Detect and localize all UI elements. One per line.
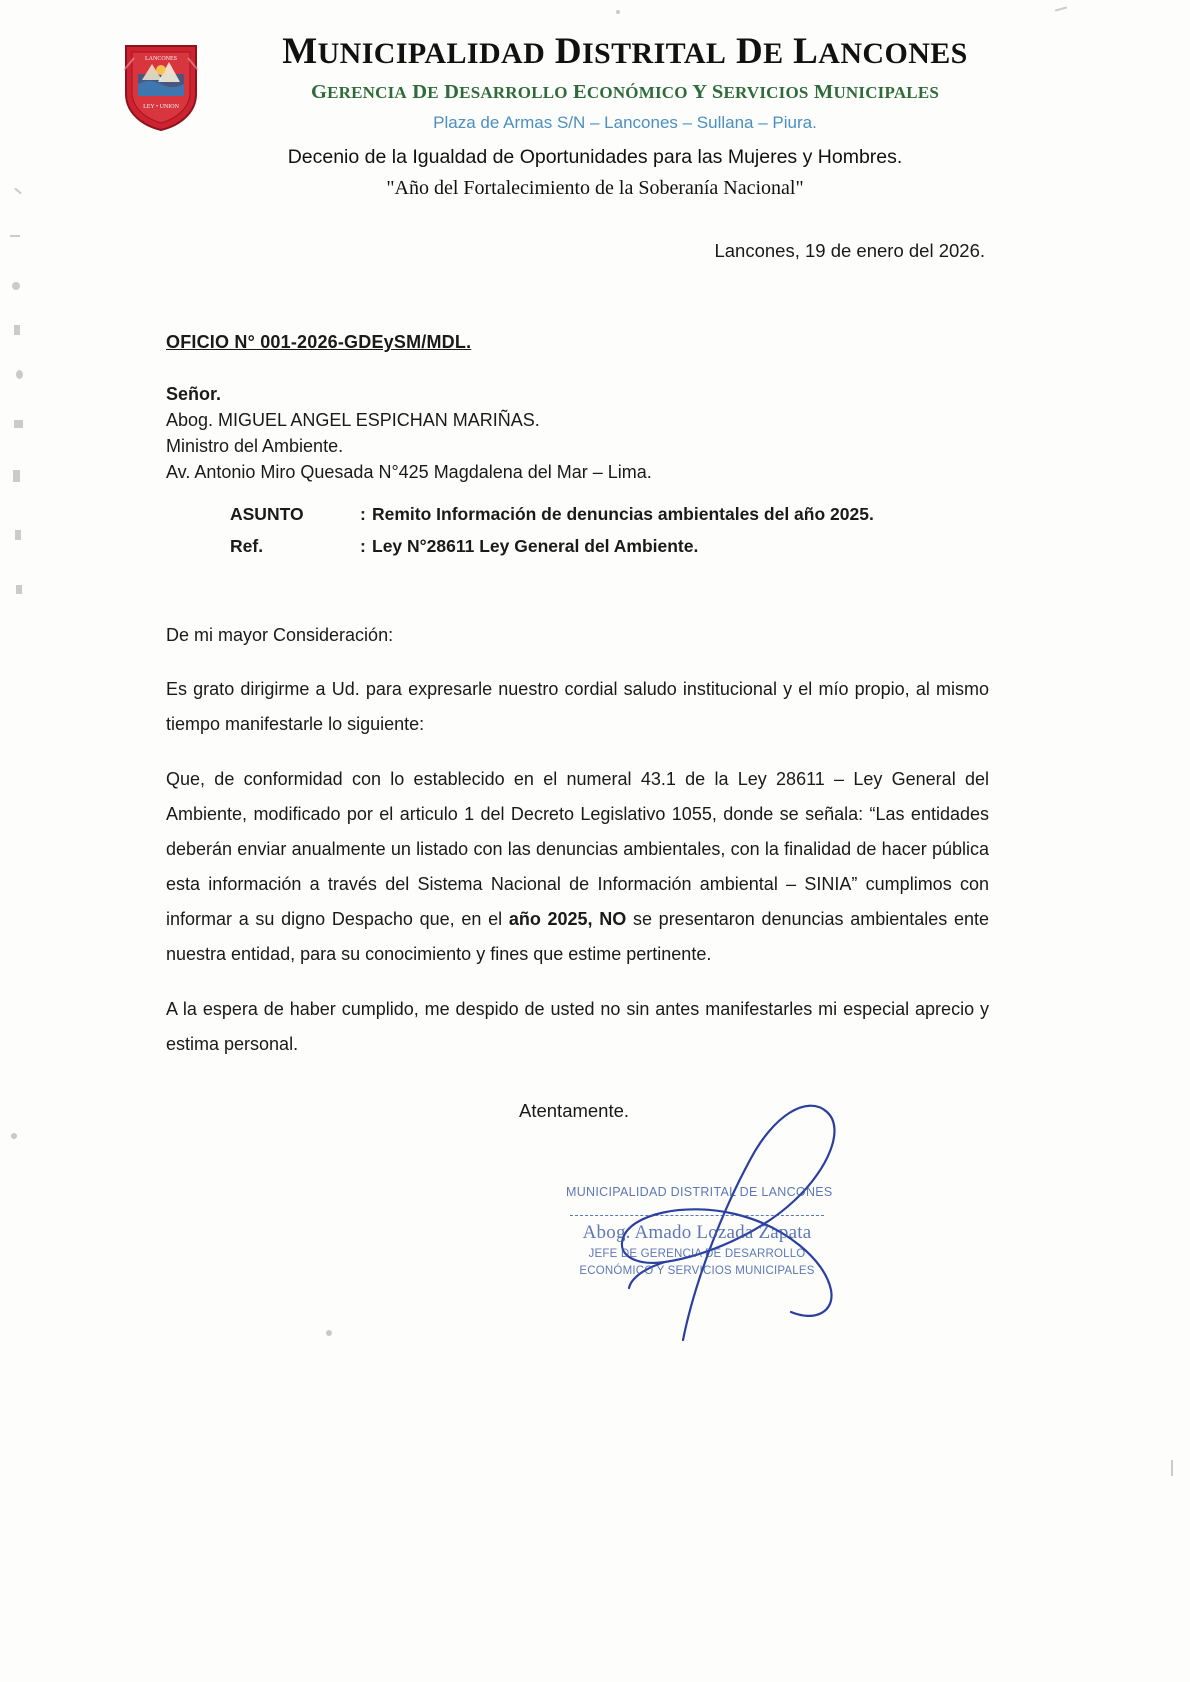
ref-row: [230, 530, 874, 562]
asunto-value: Remito Información de denuncias ambientales del año 2025.: [372, 504, 874, 524]
oficio-number: OFICIO N° 001-2026-GDEySM/MDL.: [166, 332, 472, 352]
official-stamp: [566, 1185, 833, 1278]
date-line: Lancones, 19 de enero del 2026.: [714, 240, 985, 261]
letter-body: [166, 672, 989, 1082]
decenio-slogan: Decenio de la Igualdad de Oportunidades para las Mujeres y Hombres.: [287, 146, 903, 168]
svg-text:LEY • UNION: LEY • UNION: [143, 104, 179, 110]
closing-line: Atentamente.: [519, 1100, 630, 1121]
addressee-name: Abog. MIGUEL ANGEL ESPICHAN MARIÑAS.: [166, 410, 540, 430]
scan-artifact: [16, 585, 22, 594]
scan-artifact: [15, 530, 21, 540]
body-paragraph-2-emphasis: año 2025, NO: [508, 909, 627, 929]
greeting-line: De mi mayor Consideración:: [166, 625, 394, 645]
asunto-label: ASUNTO: [230, 504, 304, 524]
signatory-name: Abog. Amado Lozada Zapata: [582, 1222, 812, 1243]
scan-artifact: [326, 1330, 332, 1336]
signatory-role-line-2: ECONÓMICO Y SERVICIOS MUNICIPALES: [579, 1265, 815, 1277]
body-paragraph-3: A la espera de haber cumplido, me despido de usted no sin antes manifestarles mi especial aprecio y estima personal.: [166, 999, 989, 1054]
document-header: [0, 30, 1190, 200]
ref-colon: :: [360, 536, 366, 556]
scan-artifact: [10, 235, 20, 237]
scan-artifact: [13, 470, 20, 482]
scan-artifact: [1171, 1460, 1173, 1476]
ref-label: Ref.: [230, 536, 264, 556]
scan-artifact: [616, 10, 620, 14]
ref-value: Ley N°28611 Ley General del Ambiente.: [372, 536, 699, 556]
asunto-colon: :: [360, 504, 366, 524]
scan-artifact: [12, 282, 20, 290]
coat-of-arms-icon: [122, 40, 200, 132]
addressee-salutation: Señor.: [166, 384, 222, 404]
addressee-block: [166, 381, 652, 485]
asunto-row: [230, 498, 874, 530]
scan-artifact: [1055, 6, 1067, 11]
scan-artifact: [14, 420, 23, 428]
body-paragraph-2-part-b: se presentaron denuncias ambientales ente nuestra entidad, para su conocimiento y fines que estime pertinente.: [166, 909, 990, 964]
scan-artifact: [14, 325, 20, 335]
body-paragraph-1: Es grato dirigirme a Ud. para expresarle nuestro cordial saludo institucional y el mío propio, al mismo tiempo manifestarle lo siguiente:: [166, 679, 989, 734]
scan-artifact: [11, 1133, 17, 1139]
stamp-divider: [570, 1215, 824, 1216]
department-title: GERENCIA DE DESARROLLO ECONÓMICO Y SERVICIOS MUNICIPALES: [310, 81, 940, 103]
body-paragraph-2-part-a: Que, de conformidad con lo establecido en el numeral 43.1 de la Ley 28611 – Ley General del Ambiente, modificado por el articulo 1 del Decreto Legislativo 1055, donde se señala: “Las entidades deberán enviar anualmente un listado con las denuncias ambientales, con la finalidad de hacer pública esta información a través del Sistema Nacional de Información ambiental – SINIA” cumplimos con informar a su digno Despacho que, en el: [166, 769, 989, 929]
office-address: Plaza de Armas S/N – Lancones – Sullana – Piura.: [433, 113, 817, 132]
addressee-address: Av. Antonio Miro Quesada N°425 Magdalena del Mar – Lima.: [166, 462, 652, 482]
addressee-position: Ministro del Ambiente.: [166, 436, 344, 456]
scan-artifact: [16, 370, 23, 379]
anio-slogan: "Año del Fortalecimiento de la Soberanía Nacional": [386, 177, 804, 199]
page-title: MUNICIPALIDAD DISTRITAL DE LANCONES: [282, 31, 968, 72]
body-paragraph-2: [166, 762, 989, 972]
svg-text:LANCONES: LANCONES: [144, 56, 178, 62]
subject-block: [230, 498, 874, 562]
stamp-top-text: MUNICIPALIDAD DISTRITAL DE LANCONES: [566, 1185, 833, 1199]
signatory-role-line-1: JEFE DE GERENCIA DE DESARROLLO: [588, 1248, 806, 1260]
